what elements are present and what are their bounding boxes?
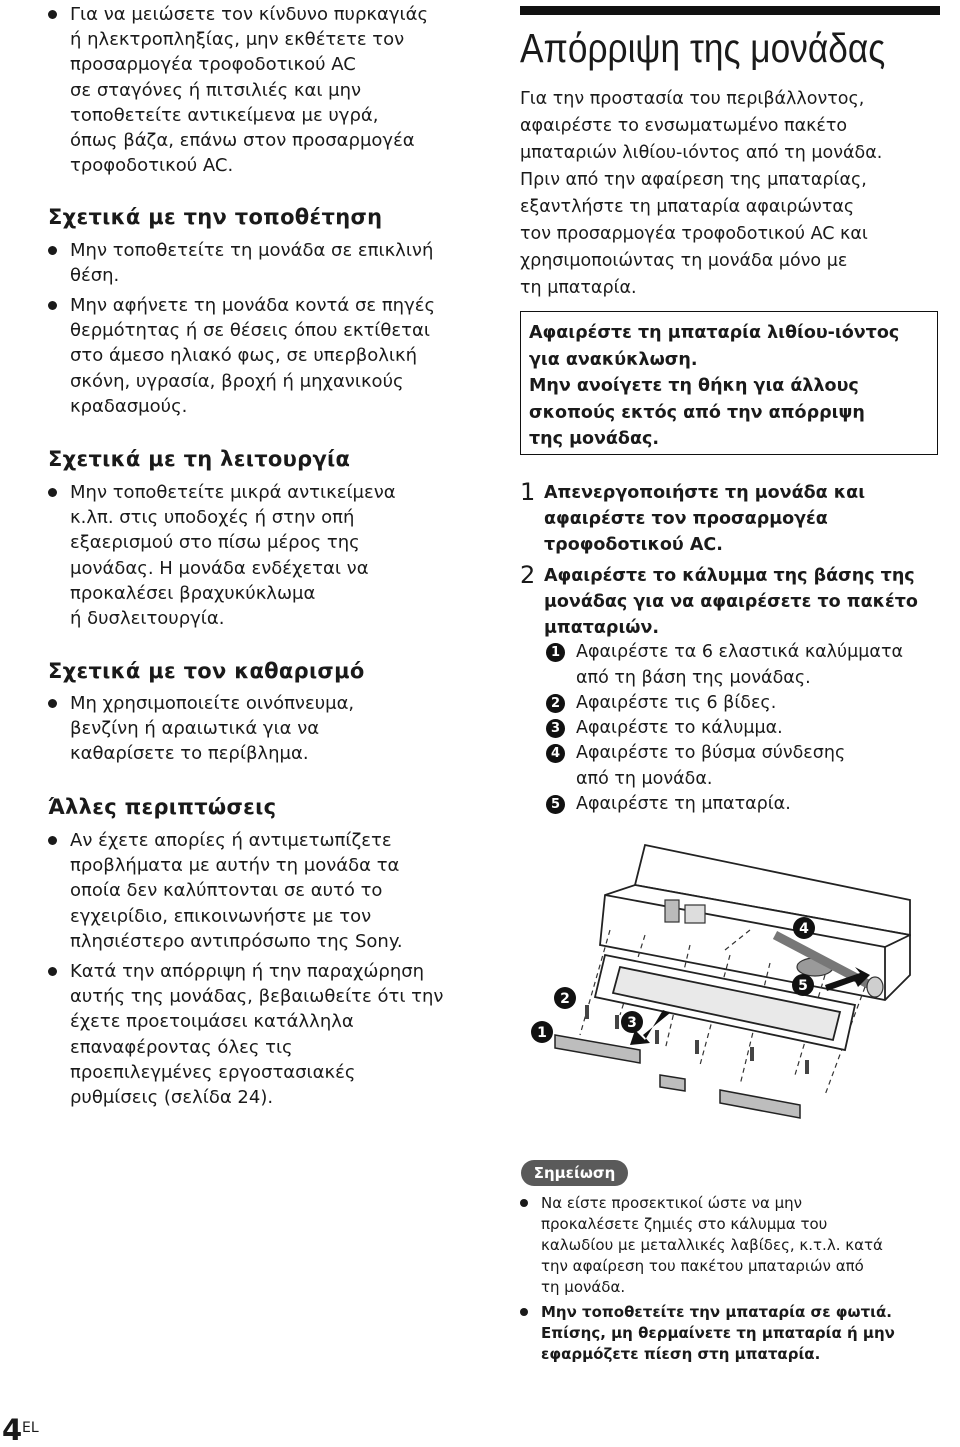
substep-text: Αφαιρέστε το κάλυμμα.	[576, 718, 783, 738]
step-text: Αφαιρέστε το κάλυμμα της βάσης της μονάδας για να αφαιρέσετε το πακέτο μπαταριών.	[544, 566, 918, 638]
note-badge: Σημείωση	[521, 1160, 628, 1186]
substep-number: 4	[546, 744, 565, 763]
figure-label-1: 1	[537, 1025, 547, 1041]
bullet-item	[48, 828, 510, 954]
bullet-text: Μην αφήνετε τη μονάδα κοντά σε πηγές θερμότητας ή σε θέσεις όπου εκτίθεται στο άμεσο ηλιακό φως, σε υπερβολική σκόνη, υγρασία, βροχή ή μηχανικούς κραδασμούς.	[70, 295, 436, 417]
note-text: Να είστε προσεκτικοί ώστε να μην προκαλέσετε ζημιές στο κάλυμμα του καλωδίου με μεταλλικές λαβίδες, κ.τ.λ. κατά την αφαίρεση του πακέτου μπαταριών από τη μονάδα.	[541, 1194, 883, 1296]
bullet-item	[48, 2, 510, 178]
substep-number: 1	[546, 643, 565, 662]
bullet-text: Μην τοποθετείτε μικρά αντικείμενα κ.λπ. στις υποδοχές ή στην οπή εξαερισμού στο πίσω μέρος της μονάδας. Η μονάδα ενδέχεται να προκαλέσει βραχυκύκλωμα ή δυσλειτουργία.	[70, 482, 396, 630]
note-text: Μην τοποθετείτε την μπαταρία σε φωτιά. Επίσης, μη θερμαίνετε τη μπαταρία ή μην εφαρμόζετε πίεση στη μπαταρία.	[541, 1303, 895, 1363]
note-item	[520, 1302, 940, 1365]
bullet-text: Μη χρησιμοποιείτε οινόπνευμα, βενζίνη ή αραιωτικά για να καθαρίσετε το περίβλημα.	[70, 693, 355, 765]
section-heading: Άλλες περιπτώσεις	[48, 795, 277, 819]
substep-number: 5	[546, 795, 565, 814]
warning-box: Αφαιρέστε τη μπαταρία λιθίου-ιόντος για ανακύκλωση. Μην ανοίγετε τη θήκη για άλλους σκοπούς εκτός από την απόρριψη της μονάδας.	[520, 311, 938, 455]
substep-number: 2	[546, 694, 565, 713]
bullet-item	[48, 293, 510, 419]
rubber-cover	[720, 1090, 800, 1118]
section-heading: Σχετικά με τη λειτουργία	[48, 447, 351, 471]
figure-label-2: 2	[560, 991, 570, 1007]
rubber-cover	[660, 1075, 685, 1091]
bullet-text: Κατά την απόρριψη ή την παραχώρηση αυτής της μονάδας, βεβαιωθείτε ότι την έχετε προετοιμάσει κατάλληλα επαναφέροντας όλες τις προεπιλεγμένες εργοστασιακές ρυθμίσεις (σελίδα 24).	[70, 961, 444, 1109]
figure-label-4: 4	[799, 921, 809, 937]
rubber-cover	[555, 1035, 640, 1063]
section-heading: Σχετικά με την τοποθέτηση	[48, 205, 383, 229]
bullet-text: Αν έχετε απορίες ή αντιμετωπίζετε προβλήματα με αυτήν τη μονάδα τα οποία δεν καλύπτονται σε αυτό το εγχειρίδιο, επικοινωνήστε με τον πλησιέστερο αντιπρόσωπο της Sony.	[70, 830, 403, 952]
section-heading: Σχετικά με τον καθαρισμό	[48, 659, 365, 683]
step-number: 1	[520, 478, 536, 506]
page-number: 4	[2, 1413, 23, 1447]
figure-label-5: 5	[798, 978, 808, 994]
bullet-item	[48, 691, 510, 767]
bullet-item	[48, 480, 510, 631]
page-language: EL	[22, 1420, 39, 1436]
bullet-text: Μην τοποθετείτε τη μονάδα σε επικλινή θέση.	[70, 240, 434, 287]
substep-number: 3	[546, 719, 565, 738]
substep-text: Αφαιρέστε τη μπαταρία.	[576, 794, 791, 814]
figure-label-3: 3	[627, 1015, 637, 1031]
note-list	[520, 1193, 940, 1365]
step-number: 2	[520, 561, 536, 589]
substep-text: Αφαιρέστε το βύσμα σύνδεσης από τη μονάδα.	[576, 743, 846, 789]
substep-text: Αφαιρέστε τις 6 βίδες.	[576, 693, 777, 713]
bullet-item	[48, 959, 510, 1110]
bullet-item	[48, 238, 510, 288]
battery-removal-diagram	[525, 835, 945, 1135]
step-text: Απενεργοποιήστε τη μονάδα και αφαιρέστε τον προσαρμογέα τροφοδοτικού AC.	[544, 483, 866, 555]
page-title: Απόρριψη της μονάδας	[520, 25, 886, 71]
substep-text: Αφαιρέστε τα 6 ελαστικά καλύμματα από τη βάση της μονάδας.	[576, 642, 904, 688]
intro-paragraph: Για την προστασία του περιβάλλοντος, αφαιρέστε το ενσωματωμένο πακέτο μπαταριών λιθίου-ιόντος από τη μονάδα. Πριν από την αφαίρεση της μπαταρίας, εξαντλήστε τη μπαταρία αφαιρώντας τον προσαρμογέα τροφοδοτικού AC και χρησιμοποιώντας τη μονάδα μόνο με τη μπαταρία.	[520, 89, 883, 298]
bullet-text: Για να μειώσετε τον κίνδυνο πυρκαγιάς ή ηλεκτροπληξίας, μην εκθέτετε τον προσαρμογέα τροφοδοτικού AC σε σταγόνες ή πιτσιλιές και μην τοποθετείτε αντικείμενα με υγρά, όπως βάζα, επάνω στον προσαρμογέα τροφοδοτικού AC.	[70, 4, 429, 177]
title-rule	[520, 6, 940, 15]
note-item	[520, 1193, 940, 1298]
